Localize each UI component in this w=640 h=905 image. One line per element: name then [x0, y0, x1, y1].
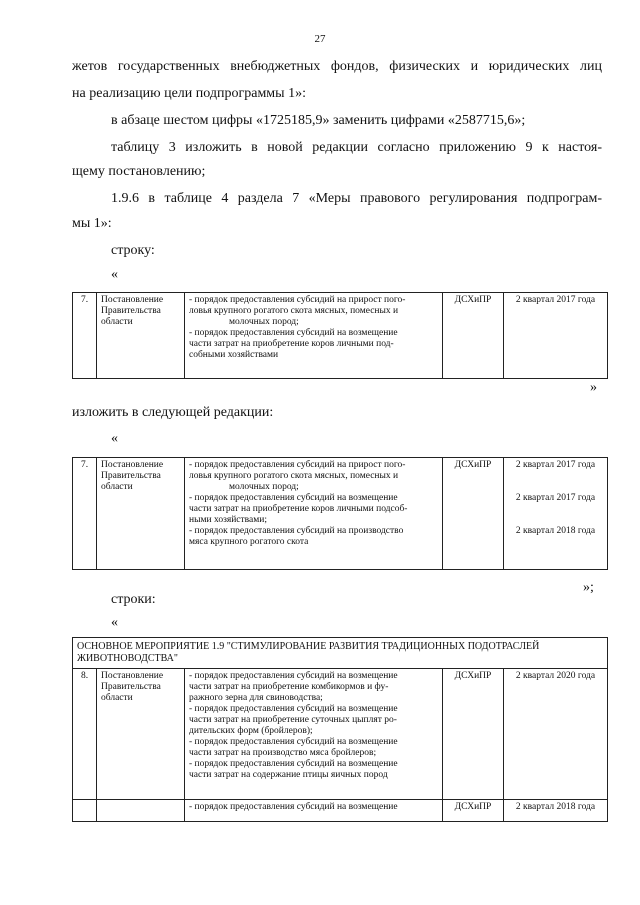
measure-description: - порядок предоставления субсидий на возмещение части затрат на приобретение комбикормов и фу- ражного зерна для свиноводства; - порядок предоставления субсидий на возмещение части затрат на приобретение суточных цыплят ро- дительских форм (бройлеров); - порядок предоставления субсидий на возмещение части затрат на производство мяса бройлеров; - порядок предоставления субсидий на возмещение части затрат на содержание птицы яичных пород [185, 669, 443, 800]
paragraph-line: строки: [111, 592, 156, 607]
executor: ДСХиПР [443, 669, 504, 800]
open-quote: « [111, 267, 118, 282]
close-quote: » [590, 380, 597, 395]
measure-description: - порядок предоставления субсидий на прирост пого- ловья крупного рогатого скота мясных, помесных и молочных пород; - порядок предоставления субсидий на возмещение части затрат на приобретение коров личными подсоб- ными хозяйствами; - порядок предоставления субсидий на производство мяса крупного рогатого скота [185, 458, 443, 570]
executor: ДСХиПР [443, 800, 504, 822]
document-type: Постановление Правительства области [97, 669, 185, 800]
table-row [73, 458, 608, 570]
document-type: Постановление Правительства области [97, 293, 185, 379]
deadline: 2 квартал 2017 года [504, 293, 608, 379]
paragraph-line: в абзаце шестом цифры «1725185,9» заменить цифрами «2587715,6»; [111, 113, 526, 128]
measure-description: - порядок предоставления субсидий на возмещение [185, 800, 443, 822]
deadline: 2 квартал 2017 года 2 квартал 2017 года 2 квартал 2018 года [504, 458, 608, 570]
deadline: 2 квартал 2020 года [504, 669, 608, 800]
page-number: 27 [314, 33, 326, 45]
row-number [73, 800, 97, 822]
row-number: 8. [73, 669, 97, 800]
table-row [73, 293, 608, 379]
executor: ДСХиПР [443, 293, 504, 379]
paragraph-line: изложить в следующей редакции: [72, 405, 274, 420]
table-row [73, 669, 608, 800]
paragraph-line: 1.9.6 в таблице 4 раздела 7 «Меры правового регулирования подпрограм- [111, 191, 602, 206]
paragraph-line: мы 1»: [72, 216, 112, 231]
regulation-table-original [72, 292, 608, 379]
close-quote: »; [583, 580, 594, 595]
paragraph-line: жетов государственных внебюджетных фондов, физических и юридических лиц [72, 59, 602, 74]
measure-description: - порядок предоставления субсидий на прирост пого- ловья крупного рогатого скота мясных, помесных и молочных пород; - порядок предоставления субсидий на возмещение части затрат на приобретение коров личными под- собными хозяйствами [185, 293, 443, 379]
open-quote: « [111, 431, 118, 446]
deadline: 2 квартал 2018 года [504, 800, 608, 822]
executor: ДСХиПР [443, 458, 504, 570]
document-type [97, 800, 185, 822]
paragraph-line: строку: [111, 243, 155, 258]
paragraph-line: таблицу 3 изложить в новой редакции согласно приложению 9 к настоя- [111, 140, 602, 155]
table-row [73, 800, 608, 822]
paragraph-line: щему постановлению; [72, 164, 206, 179]
regulation-table-additional [72, 637, 608, 822]
paragraph-line: на реализацию цели подпрограммы 1»: [72, 86, 306, 101]
open-quote: « [111, 615, 118, 630]
section-header: ОСНОВНОЕ МЕРОПРИЯТИЕ 1.9 "СТИМУЛИРОВАНИЕ РАЗВИТИЯ ТРАДИЦИОННЫХ ПОДОТРАСЛЕЙ ЖИВОТНОВОДСТВА" [73, 638, 608, 669]
row-number: 7. [73, 293, 97, 379]
row-number: 7. [73, 458, 97, 570]
regulation-table-new [72, 457, 608, 570]
table-header-row [73, 638, 608, 669]
document-type: Постановление Правительства области [97, 458, 185, 570]
